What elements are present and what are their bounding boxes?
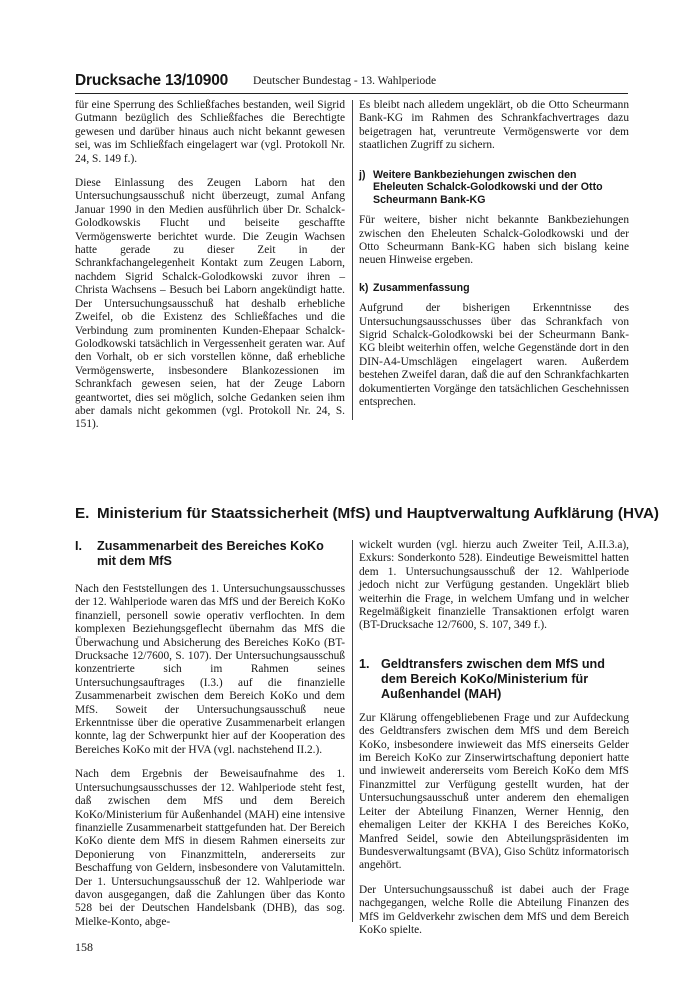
bottom-left-column — [75, 539, 345, 940]
top-left-column — [75, 99, 345, 443]
paragraph: Für weitere, bisher nicht bekannte Bankbeziehungen zwischen den Eheleuten Schalck-Golodkowski und der Otto Scheurmann Bank-KG haben sich bislang keine neuen Hinweise ergeben. — [359, 214, 629, 267]
subheading-j — [359, 169, 629, 207]
heading-1 — [359, 657, 629, 702]
section-heading: Ministerium für Staatssicherheit (MfS) und Hauptverwaltung Aufklärung (HVA) — [97, 505, 659, 522]
paragraph: Nach dem Ergebnis der Beweisaufnahme des 1. Untersuchungsausschusses der 12. Wahlperiode steht fest, daß zwischen dem MfS und dem Bereich KoKo/Ministerium für Außenhandel (MAH) eine intensive finanzielle Zusammenarbeit stattgefunden hat. Der Bereich KoKo diente dem MfS in diesem Rahmen einerseits zur Deponierung von Finanzmitteln, andererseits zur Beschaffung von Geldern, insbesondere von Valutamitteln. Der 1. Untersuchungsausschuß der 12. Wahlperiode war davon ausgegangen, daß die Zahlungen über das Konto 528 bei der Deutschen Handelsbank (DHB), das sog. Mielke-Konto, abge- — [75, 768, 345, 928]
header-rule — [75, 93, 628, 94]
paragraph: Diese Einlassung des Zeugen Laborn hat den Untersuchungsausschuß nicht überzeugt, zumal Anfang Januar 1990 in den Medien ausführlich über Dr. Schalck-Golodkowskis Flucht und beiseite geschaffte Vermögenswerte berichtet wurde. Die Zeugin Wachsen hatte gerade zu dieser Zeit in der Schrankfachangelegenheit Kontakt zum Zeugen Laborn, nachdem Sigrid Schalck-Golodkowski zuvor ihren – Christa Wachsens – Besuch bei Laborn angekündigt hatte. Der Untersuchungsausschuß hat deshalb erhebliche Zweifel, ob die Existenz des Schließfaches und die Verbindung zum prominenten Kunden-Ehepaar Schalck-Golodkowski tatsächlich in Vergessenheit geraten war. Auf den Vorhalt, ob er sich vorstellen könne, daß erhebliche Vermögenswerte, insbesondere Blankozessionen im Schrankfach gewesen seien, hat der Zeuge Laborn geantwortet, dies sei möglich, solche Gedanken seien ihm aber damals nicht gekommen (vgl. Protokoll Nr. 24, S. 151). — [75, 177, 345, 431]
bottom-right-column — [359, 539, 629, 948]
paragraph: Zur Klärung offengebliebenen Frage und zur Aufdeckung des Geldtransfers zwischen dem MfS und dem Bereich KoKo, insbesondere inwieweit das MfS einerseits Gelder im Bereich KoKo zur Zinserwirtschaftung deponiert hatte und inwieweit andererseits vom Bereich KoKo dem MfS Finanzmittel zur Verfügung gestellt wurden, hat der Untersuchungsausschuß unter anderem den ehemaligen Leiter der Abteilung Finanzen, Werner Hennig, den ehemaligen Leiter der KKHA I des Bereiches KoKo, Manfred Seidel, sowie den Abteilungspräsidenten im Bundesverwaltungsamt (BVA), Giso Schütz informatorisch angehört. — [359, 711, 629, 872]
paragraph: Aufgrund der bisherigen Erkenntnisse des Untersuchungsausschusses über das Schrankfach von Sigrid Schalck-Golodkowski bei der Scheurmann Bank-KG bleibt weiterhin offen, welche Gegenstände dort in den DIN-A4-Umschlägen eingelagert waren. Außerdem bestehen Zweifel daran, daß die auf den Schrankfachkarten dokumentierten Vorgänge den tatsächlichen Geschehnissen entsprechen. — [359, 302, 629, 409]
heading-title: Geldtransfers zwischen dem MfS und dem Bereich KoKo/Ministerium für Außenhandel (MAH) — [381, 656, 605, 701]
subheading-title: Weitere Bankbeziehungen zwischen den Eheleuten Schalck-Golodkowski und der Otto Scheurmann Bank-KG — [373, 168, 603, 206]
header-subtitle: Deutscher Bundestag - 13. Wahlperiode — [253, 75, 437, 87]
subheading-title: Zusammenfassung — [373, 281, 470, 294]
section-label: E. — [75, 505, 90, 522]
heading-title: Zusammenarbeit des Bereiches KoKo mit dem MfS — [97, 539, 324, 568]
document-number: Drucksache 13/10900 — [75, 72, 229, 89]
page-header — [75, 72, 628, 92]
paragraph: Der Untersuchungsausschuß ist dabei auch der Frage nachgegangen, welche Rolle die Abteilung Finanzen des MfS im Geldverkehr zwischen dem MfS und dem Bereich KoKo spielte. — [359, 883, 629, 936]
heading-I — [75, 539, 345, 569]
subheading-k — [359, 282, 629, 295]
page-number: 158 — [75, 940, 93, 954]
heading-label: 1. — [359, 656, 370, 671]
paragraph: wickelt wurden (vgl. hierzu auch Zweiter Teil, A.II.3.a), Exkurs: Sonderkonto 528). Eindeutige Beweismittel hatten dem 1. Untersuchungsausschuß der 12. Wahlperiode jedoch nicht zur Verfügung gestanden. Ungeklärt blieb weiterhin die Frage, in welchem Umfang und in welcher Regelmäßigkeit finanzielle Transaktionen erfolgt waren (BT-Drucksache 12/7600, S. 107, 349 f.). — [359, 539, 629, 632]
top-right-column — [359, 99, 629, 421]
subheading-label: j) — [359, 168, 366, 181]
paragraph: Nach den Feststellungen des 1. Untersuchungsausschusses der 12. Wahlperiode waren das MfS und der Bereich KoKo finanziell, personell sowie operativ verflochten. In dem komplexen Beziehungsgeflecht übernahm das MfS die Überwachung und Absicherung des Bereiches KoKo (BT-Drucksache 12/7600, S. 107). Der Untersuchungsausschuß konzentrierte sich im Rahmen seines Untersuchungsauftrages (I.3.) auf die finanzielle Zusammenarbeit zwischen dem Bereich KoKo und dem MfS. Soweit der Untersuchungsausschuß neue Erkenntnisse über die operative Zusammenarbeit erlangen konnte, lag der Schwerpunkt hier auf der Kooperation des Bereiches KoKo mit der HVA (vgl. nachstehend II.2.). — [75, 583, 345, 756]
column-divider — [352, 540, 353, 922]
column-divider — [352, 100, 353, 420]
paragraph: für eine Sperrung des Schließfaches bestanden, weil Sigrid Gutmann bezüglich des Schließfaches die Berechtigte gewesen und darüber hinaus auch nicht bekannt gewesen sei, was im Schließfach eingelagert war (vgl. Protokoll Nr. 24, S. 149 f.). — [75, 99, 345, 165]
heading-label: I. — [75, 539, 82, 553]
subheading-label: k) — [359, 281, 369, 294]
paragraph: Es bleibt nach alledem ungeklärt, ob die Otto Scheurmann Bank-KG im Rahmen des Schrankfachvertrages dazu beigetragen hat, veruntreute Vermögenswerte vor dem staatlichen Zugriff zu sichern. — [359, 99, 629, 152]
section-title — [75, 505, 659, 522]
